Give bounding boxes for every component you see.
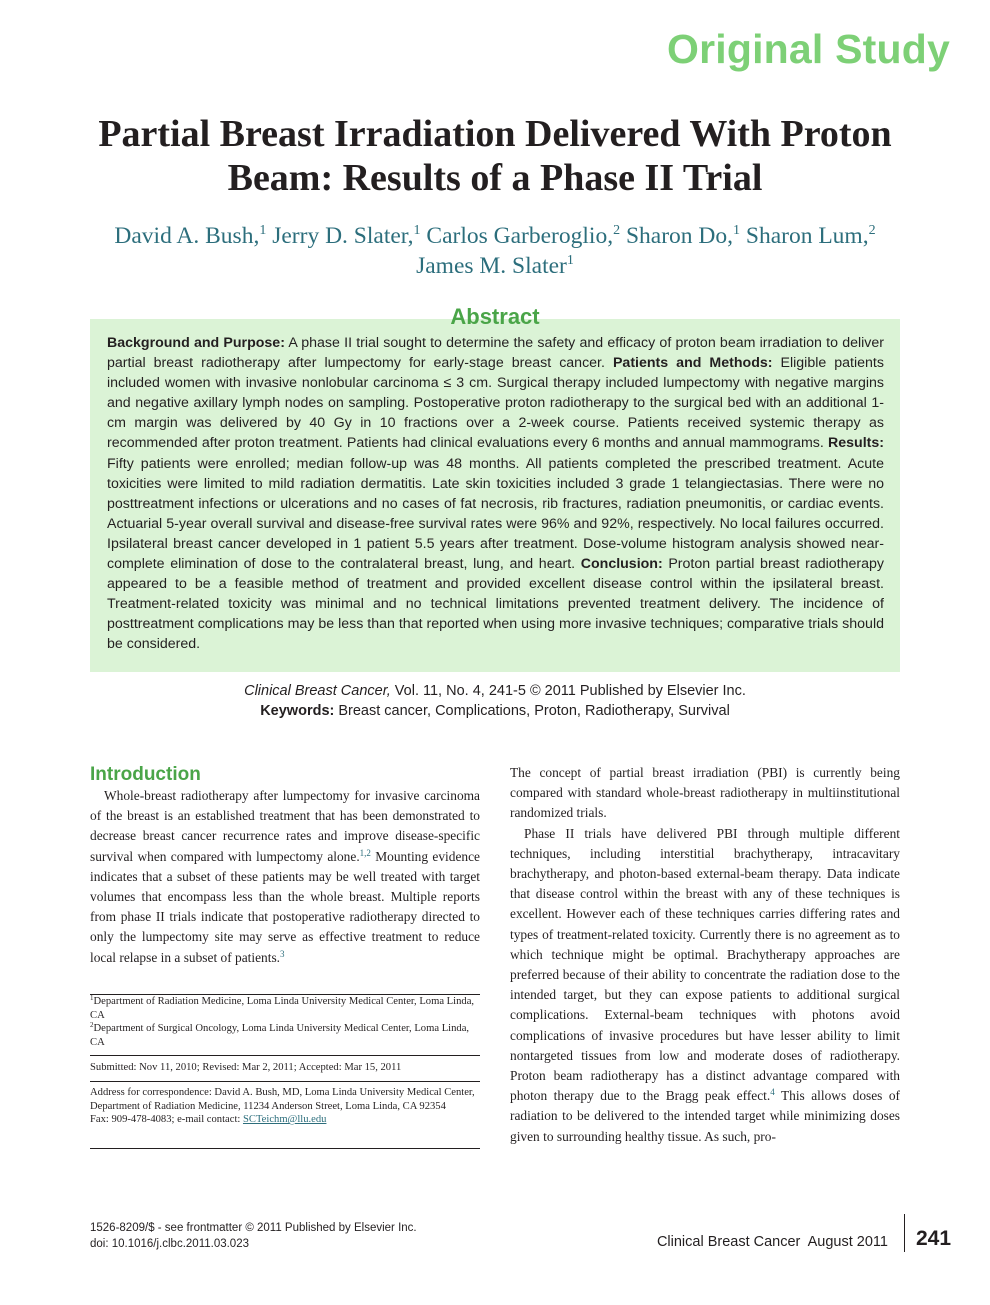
- author: James M. Slater$^1$: [416, 253, 574, 279]
- page-number: 241: [916, 1227, 952, 1250]
- affiliations: [90, 995, 480, 1049]
- footer-publication-info: 1526-8209/$ - see frontmatter © 2011 Published by Elsevier Inc. doi: 10.1016/j.clbc.2011.03.023: [90, 1222, 417, 1250]
- introduction-heading: Introduction: [90, 764, 201, 785]
- author: Carlos Garberoglio,$^2$: [426, 223, 621, 249]
- paragraph: Whole-breast radiotherapy after lumpectomy for invasive carcinoma of the breast is an established treatment that has been demonstrated to decrease breast cancer recurrence rates and improve disease-specific survival when compared with lumpectomy alone.$^{1,2}$ Mounting evidence indicates that a subset of these patients may be well treated with target volumes that encompass less than the whole breast. Multiple reports from phase II trials indicate that postoperative radiotherapy directed to only the lumpectomy site may serve as effective treatment to reduce local relapse in a subset of patients.$^3$: [90, 788, 480, 965]
- right-column-text: [510, 763, 900, 1147]
- submission-dates: Submitted: Nov 11, 2010; Revised: Mar 2, 2011; Accepted: Mar 15, 2011: [90, 1062, 402, 1073]
- email-link[interactable]: SCTeichm@llu.edu: [242, 1114, 327, 1126]
- doi: doi: 10.1016/j.clbc.2011.03.023: [90, 1238, 249, 1250]
- correspondence: Address for correspondence: David A. Bush, MD, Loma Linda University Medical Center, Department of Radiation Medicine, 11234 Anderson Street, Loma Linda, CA 92354 Fax: 909-478-4083; e-mail contact: SCTeichm@llu.edu: [90, 1087, 475, 1126]
- keywords: Keywords: Breast cancer, Complications, Proton, Radiotherapy, Survival: [260, 703, 730, 719]
- article-title: Partial Breast Irradiation Delivered With Proton Beam: Results of a Phase II Trial: [98, 113, 892, 199]
- paragraph: Phase II trials have delivered PBI through multiple different techniques, including interstitial brachytherapy, intracavitary brachytherapy, and photon-based external-beam therapy. Data indicate that disease control within the breast with any of these techniques is excellent. However each of these techniques carries differing rates and types of treatment-related toxicity. Currently there is no agreement as to which technique might be optimal. Brachytherapy approaches are preferred because of their ability to concentrate the radiation dose to the intended target, but they can expose patients to additional surgical complications. External-beam techniques with photons avoid complications of invasive procedures but have lesser ability to limit nontargeted tissues from low and moderate doses of radiotherapy. Proton beam radiotherapy has a distinct advantage compared with photon therapy due to the Bragg peak effect.$^4$ This allows doses of radiation to be delivered to the intended target while minimizing doses given to surrounding healthy tissue. As such, pro-: [510, 825, 900, 1144]
- author: David A. Bush,$^1$: [114, 223, 267, 249]
- citation-block: [0, 681, 990, 721]
- paragraph: The concept of partial breast irradiation (PBI) is currently being compared with standard whole-breast radiotherapy in multiinstitutional randomized trials.: [510, 765, 900, 821]
- reference-link[interactable]: 3: [280, 948, 285, 959]
- reference-link[interactable]: 4: [770, 1087, 775, 1098]
- section-tag: Original Study: [667, 26, 950, 72]
- footnote-divider: [90, 1055, 480, 1056]
- abstract-body: Background and Purpose: A phase II trial sought to determine the safety and efficacy of proton beam irradiation to deliver partial breast radiotherapy after lumpectomy for early-stage breast cancer. Patients and Methods: Eligible patients included women with invasive nonlobular carcinoma ≤ 3 cm. Surgical therapy included lumpectomy with negative margins and negative axillary lymph nodes on sampling. Postoperative proton radiotherapy to the surgical bed with an additional 1-cm margin was delivered by 40 Gy in 10 fractions over a 2-week course. Patients received systemic therapy as recommended after proton treatment. Patients had clinical evaluations every 6 months and annual mammograms. Results: Fifty patients were enrolled; median follow-up was 48 months. All patients completed the prescribed treatment. Acute toxicities were limited to mild radiation dermatitis. Late skin toxicities included 3 grade 1 telangiectasias. There were no posttreatment infections or ulcerations and no cases of fat necrosis, rib fractures, radiation pneumonitis, or cardiac events. Actuarial 5-year overall survival and disease-free survival rates were 96% and 92%, respectively. No local failures occurred. Ipsilateral breast cancer developed in 1 patient 5.5 years after treatment. Dose-volume histogram analysis showed near-complete elimination of dose to the contralateral breast, lung, and heart. Conclusion: Proton partial breast radiotherapy appeared to be a feasible method of treatment and provided excellent disease control within the ipsilateral breast. Treatment-related toxicity was minimal and no technical limitations prevented treatment delivery. The incidence of posttreatment complications may be less than that reported when using more invasive techniques; comparative trials should be considered.: [107, 335, 885, 653]
- affiliation: $^1$Department of Radiation Medicine, Loma Linda University Medical Center, Loma Linda, CA: [90, 994, 475, 1021]
- abstract-heading: Abstract: [450, 304, 540, 329]
- author-list: [60, 221, 930, 281]
- journal-citation: Clinical Breast Cancer, Vol. 11, No. 4, 241-5 © 2011 Published by Elsevier Inc.: [244, 683, 746, 699]
- left-column-text: [90, 786, 480, 968]
- reference-link[interactable]: 1,2: [359, 847, 371, 858]
- footnote-divider: [90, 1148, 480, 1149]
- author: Sharon Lum,$^2$: [745, 223, 876, 249]
- affiliation: $^2$Department of Surgical Oncology, Loma Linda University Medical Center, Loma Linda, CA: [90, 1021, 470, 1048]
- author: Jerry D. Slater,$^1$: [272, 223, 421, 249]
- footnote-divider: [90, 1081, 480, 1082]
- footer-divider: [904, 1214, 905, 1252]
- author: Sharon Do,$^1$: [625, 223, 740, 249]
- footer-journal-date: Clinical Breast Cancer August 2011: [656, 1234, 888, 1250]
